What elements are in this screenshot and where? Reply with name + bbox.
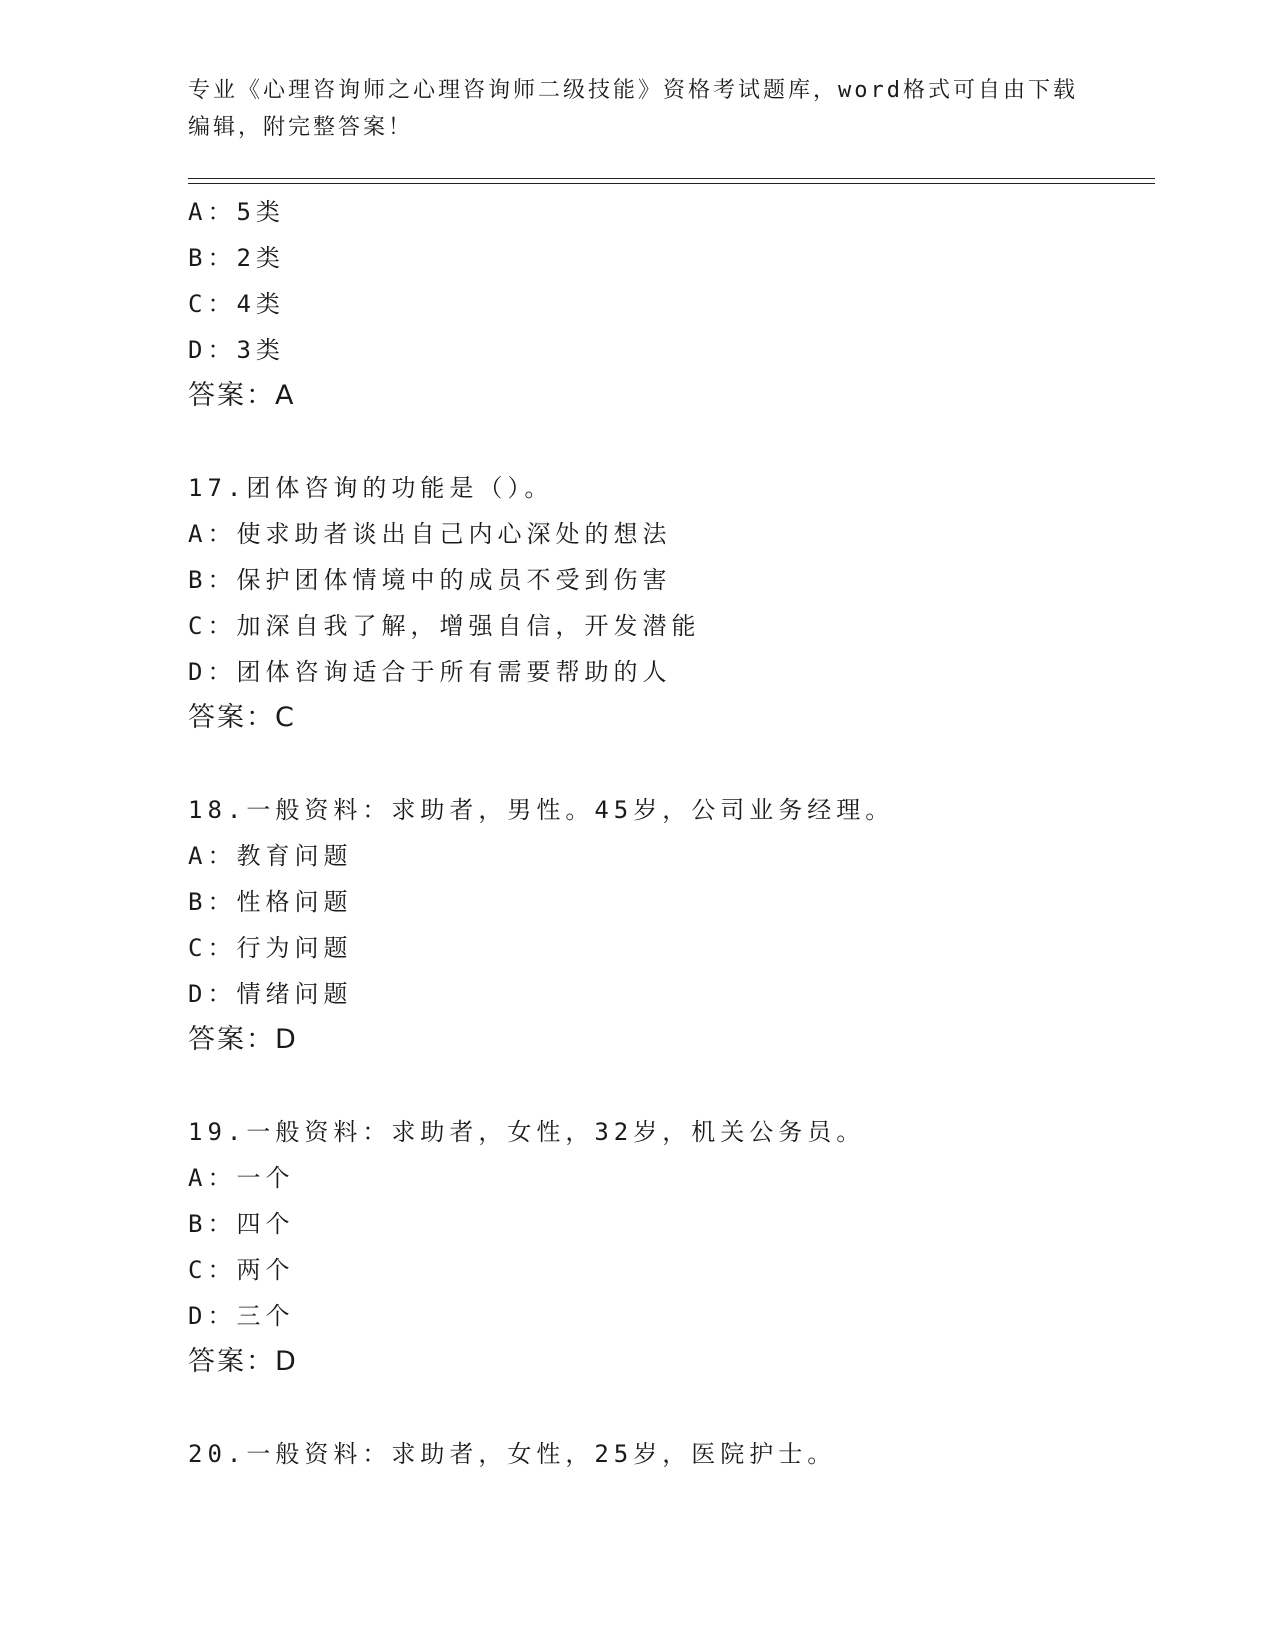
- option-b: B：四个: [188, 1210, 295, 1238]
- header-divider-bottom: [188, 183, 1155, 184]
- question-16: [188, 189, 1148, 419]
- question-19: [188, 1109, 1148, 1385]
- option-c: C：4类: [188, 290, 285, 318]
- option-d: D：3类: [188, 336, 285, 364]
- spacer: [188, 1385, 1148, 1431]
- option-b: B：性格问题: [188, 888, 353, 916]
- option-a: A：5类: [188, 198, 285, 226]
- spacer: [188, 741, 1148, 787]
- option-c: C：两个: [188, 1256, 295, 1284]
- answer-line: 答案：C: [188, 702, 296, 733]
- option-a: A：使求助者谈出自己内心深处的想法: [188, 520, 672, 548]
- answer-line: 答案：D: [188, 1346, 298, 1377]
- header-divider-top: [188, 178, 1155, 179]
- option-c: C：加深自我了解，增强自信，开发潜能: [188, 612, 701, 640]
- option-b: B：保护团体情境中的成员不受到伤害: [188, 566, 672, 594]
- spacer: [188, 419, 1148, 465]
- header-line-2: 编辑，附完整答案！: [188, 115, 414, 140]
- question-list: [188, 189, 1148, 1477]
- question-18: [188, 787, 1148, 1063]
- document-header: [188, 72, 1088, 146]
- question-text: 17.团体咨询的功能是（）。: [188, 474, 554, 502]
- option-d: D：情绪问题: [188, 980, 353, 1008]
- question-text: 20.一般资料：求助者，女性，25岁，医院护士。: [188, 1440, 837, 1468]
- option-a: A：一个: [188, 1164, 295, 1192]
- option-d: D：三个: [188, 1302, 295, 1330]
- question-text: 18.一般资料：求助者，男性。45岁，公司业务经理。: [188, 796, 895, 824]
- option-c: C：行为问题: [188, 934, 353, 962]
- option-b: B：2类: [188, 244, 285, 272]
- question-20: [188, 1431, 1148, 1477]
- question-17: [188, 465, 1148, 741]
- spacer: [188, 1063, 1148, 1109]
- answer-line: 答案：D: [188, 1024, 298, 1055]
- option-a: A：教育问题: [188, 842, 353, 870]
- answer-line: 答案：A: [188, 380, 296, 411]
- option-d: D：团体咨询适合于所有需要帮助的人: [188, 658, 672, 686]
- question-text: 19.一般资料：求助者，女性，32岁，机关公务员。: [188, 1118, 866, 1146]
- header-line-1: 专业《心理咨询师之心理咨询师二级技能》资格考试题库，word格式可自由下载: [188, 78, 1078, 103]
